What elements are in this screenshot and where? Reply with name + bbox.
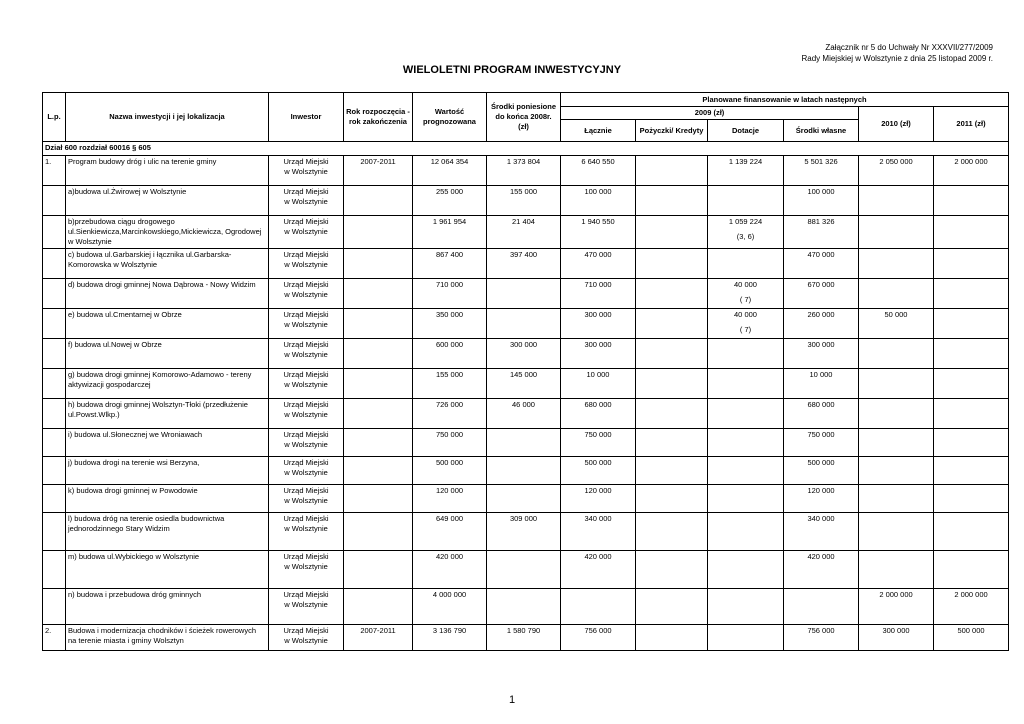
cell-2011 [934,369,1009,399]
cell-2010 [859,369,934,399]
cell-investor [269,186,344,216]
cell-loans [636,369,708,399]
cell-total: 1 940 550 [561,216,636,249]
cell-name: g) budowa drogi gminnej Komorowo-Adamowo - tereny aktywizacji gospodarczej [66,369,269,399]
cell-name: d) budowa drogi gminnej Nowa Dąbrowa - Nowy Widzim [66,279,269,309]
header-name: Nazwa inwestycji i jej lokalizacja [66,93,269,142]
cell-lp [43,399,66,429]
investor-line-2: w Wolsztynie [284,496,328,505]
investor-line-1: Urząd Miejski [283,552,329,561]
table-row [43,309,1009,339]
cell-2011 [934,279,1009,309]
investor-line-1: Urząd Miejski [283,217,329,226]
investor-line-1: Urząd Miejski [283,310,329,319]
cell-value: 3 136 790 [413,625,487,651]
cell-2010 [859,399,934,429]
cell-lp [43,513,66,551]
header-lp: L.p. [43,93,66,142]
investor-line-2: w Wolsztynie [284,524,328,533]
cell-name: f) budowa ul.Nowej w Obrze [66,339,269,369]
cell-investor [269,513,344,551]
investor-line-2: w Wolsztynie [284,600,328,609]
cell-grants [708,216,784,249]
table-row [43,279,1009,309]
cell-years [344,339,413,369]
cell-2010 [859,457,934,485]
cell-lp [43,457,66,485]
investor-line-2: w Wolsztynie [284,636,328,645]
cell-years [344,513,413,551]
cell-total: 470 000 [561,249,636,279]
table-row [43,369,1009,399]
cell-value: 155 000 [413,369,487,399]
cell-2011: 500 000 [934,625,1009,651]
attachment-line-2: Rady Miejskiej w Wolsztynie z dnia 25 listopad 2009 r. [801,54,993,63]
cell-2011 [934,485,1009,513]
cell-value: 350 000 [413,309,487,339]
cell-spent: 1 373 804 [487,156,561,186]
cell-grants [708,156,784,186]
grants-value: 1 059 224 [728,217,763,226]
table-row [43,249,1009,279]
cell-value: 750 000 [413,429,487,457]
investor-line-1: Urząd Miejski [283,486,329,495]
cell-name: c) budowa ul.Garbarskiej i łącznika ul.Garbarska-Komorowska w Wolsztynie [66,249,269,279]
cell-total: 750 000 [561,429,636,457]
table-row [43,216,1009,249]
cell-name: n) budowa i przebudowa dróg gminnych [66,589,269,625]
cell-value: 12 064 354 [413,156,487,186]
cell-lp [43,216,66,249]
cell-name: Budowa i modernizacja chodników i ścieżek rowerowych na terenie miasta i gminy Wolsztyn [66,625,269,651]
cell-2010 [859,513,934,551]
cell-2010 [859,485,934,513]
header-grants: Dotacje [708,120,784,142]
header-planned: Planowane finansowanie w latach następnych [561,93,1009,107]
investor-line-1: Urząd Miejski [283,400,329,409]
document-title: WIELOLETNI PROGRAM INWESTYCYJNY [402,64,622,76]
cell-spent: 21 404 [487,216,561,249]
cell-spent: 300 000 [487,339,561,369]
cell-2010 [859,429,934,457]
cell-grants [708,625,784,651]
cell-value: 867 400 [413,249,487,279]
cell-name: k) budowa drogi gminnej w Powodowie [66,485,269,513]
cell-loans [636,249,708,279]
cell-name: m) budowa ul.Wybickiego w Wolsztynie [66,551,269,589]
cell-years [344,249,413,279]
cell-2010: 50 000 [859,309,934,339]
cell-investor [269,369,344,399]
cell-loans [636,279,708,309]
cell-years: 2007-2011 [344,625,413,651]
cell-name: i) budowa ul.Słonecznej we Wroniawach [66,429,269,457]
cell-2010 [859,279,934,309]
cell-own: 750 000 [784,429,859,457]
investor-line-2: w Wolsztynie [284,197,328,206]
cell-investor [269,551,344,589]
cell-own: 300 000 [784,339,859,369]
cell-value: 726 000 [413,399,487,429]
cell-grants [708,399,784,429]
cell-spent [487,485,561,513]
cell-value: 710 000 [413,279,487,309]
cell-own: 470 000 [784,249,859,279]
table-row [43,156,1009,186]
cell-spent [487,457,561,485]
grants-note: (3, 6) [736,232,755,241]
header-spent: Środki poniesione do końca 2008r. (zł) [487,93,561,142]
investor-line-1: Urząd Miejski [283,590,329,599]
cell-name: l) budowa dróg na terenie osiedla budownictwa jednorodzinnego Stary Widzim [66,513,269,551]
cell-2011 [934,457,1009,485]
cell-loans [636,339,708,369]
cell-loans [636,551,708,589]
cell-spent [487,309,561,339]
cell-2011: 2 000 000 [934,589,1009,625]
cell-own: 670 000 [784,279,859,309]
cell-2010 [859,249,934,279]
cell-loans [636,429,708,457]
investor-line-1: Urząd Miejski [283,157,329,166]
table-row [43,485,1009,513]
cell-value: 255 000 [413,186,487,216]
cell-years [344,279,413,309]
investor-line-2: w Wolsztynie [284,380,328,389]
cell-lp [43,249,66,279]
cell-years [344,216,413,249]
investor-line-1: Urząd Miejski [283,458,329,467]
cell-2011 [934,216,1009,249]
cell-2010 [859,186,934,216]
investor-line-1: Urząd Miejski [283,514,329,523]
header-loans: Pożyczki/ Kredyty [636,120,708,142]
cell-2011 [934,551,1009,589]
header-value: Wartość prognozowana [413,93,487,142]
investor-line-2: w Wolsztynie [284,468,328,477]
cell-2011 [934,513,1009,551]
grants-value: 1 139 224 [728,157,763,166]
investor-line-2: w Wolsztynie [284,440,328,449]
cell-spent: 1 580 790 [487,625,561,651]
cell-total: 756 000 [561,625,636,651]
cell-spent: 145 000 [487,369,561,399]
investor-line-2: w Wolsztynie [284,320,328,329]
cell-grants [708,369,784,399]
cell-2011 [934,309,1009,339]
cell-investor [269,485,344,513]
cell-lp [43,279,66,309]
cell-own: 120 000 [784,485,859,513]
cell-loans [636,589,708,625]
cell-years [344,399,413,429]
cell-years [344,485,413,513]
cell-years [344,186,413,216]
investor-line-2: w Wolsztynie [284,167,328,176]
cell-investor [269,625,344,651]
investor-line-1: Urząd Miejski [283,370,329,379]
cell-grants [708,551,784,589]
table-row [43,339,1009,369]
cell-name: Program budowy dróg i ulic na terenie gminy [66,156,269,186]
cell-years [344,369,413,399]
cell-investor [269,279,344,309]
cell-2010 [859,339,934,369]
cell-total: 710 000 [561,279,636,309]
cell-2011 [934,429,1009,457]
cell-investor [269,156,344,186]
cell-2010 [859,216,934,249]
cell-years: 2007-2011 [344,156,413,186]
grants-value: 40 000 [734,310,757,319]
cell-spent [487,279,561,309]
cell-grants [708,279,784,309]
cell-lp [43,429,66,457]
cell-investor [269,216,344,249]
cell-value: 600 000 [413,339,487,369]
cell-total: 340 000 [561,513,636,551]
cell-2011: 2 000 000 [934,156,1009,186]
investor-line-2: w Wolsztynie [284,562,328,571]
investor-line-1: Urząd Miejski [283,187,329,196]
table-row [43,457,1009,485]
cell-name: b)przebudowa ciągu drogowego ul.Sienkiewicza,Marcinkowskiego,Mickiewicza, Ogrodowej w Wolsztynie [66,216,269,249]
investor-line-2: w Wolsztynie [284,350,328,359]
cell-total: 10 000 [561,369,636,399]
cell-own: 100 000 [784,186,859,216]
cell-2011 [934,186,1009,216]
cell-own: 260 000 [784,309,859,339]
cell-value: 1 961 954 [413,216,487,249]
cell-years [344,429,413,457]
cell-investor [269,457,344,485]
table-row [43,625,1009,651]
cell-name: h) budowa drogi gminnej Wolsztyn-Tłoki (przedłużenie ul.Powst.Wlkp.) [66,399,269,429]
cell-own: 500 000 [784,457,859,485]
cell-grants [708,457,784,485]
cell-total: 300 000 [561,339,636,369]
cell-spent [487,429,561,457]
cell-total: 500 000 [561,457,636,485]
cell-years [344,551,413,589]
header-own: Środki własne [784,120,859,142]
cell-name: a)budowa ul.Żwirowej w Wolsztynie [66,186,269,216]
cell-lp [43,186,66,216]
cell-grants [708,513,784,551]
cell-spent: 46 000 [487,399,561,429]
section-heading: Dział 600 rozdział 60016 § 605 [43,142,1009,156]
cell-value: 120 000 [413,485,487,513]
grants-note: ( 7) [739,295,752,304]
investor-line-1: Urząd Miejski [283,340,329,349]
header-investor: Inwestor [269,93,344,142]
investor-line-1: Urząd Miejski [283,250,329,259]
page-number: 1 [508,694,516,706]
cell-loans [636,485,708,513]
cell-total [561,589,636,625]
cell-lp [43,485,66,513]
cell-value: 649 000 [413,513,487,551]
cell-grants [708,249,784,279]
cell-grants [708,485,784,513]
investor-line-2: w Wolsztynie [284,290,328,299]
cell-spent [487,589,561,625]
cell-2011 [934,399,1009,429]
cell-total: 680 000 [561,399,636,429]
table-row [43,186,1009,216]
cell-lp [43,589,66,625]
header-2009: 2009 (zł) [561,107,859,120]
cell-loans [636,186,708,216]
cell-loans [636,309,708,339]
cell-total: 120 000 [561,485,636,513]
cell-loans [636,156,708,186]
cell-name: j) budowa drogi na terenie wsi Berzyna, [66,457,269,485]
table-row [43,513,1009,551]
cell-investor [269,309,344,339]
investor-line-1: Urząd Miejski [283,280,329,289]
cell-investor [269,249,344,279]
cell-investor [269,339,344,369]
header-2010: 2010 (zł) [859,107,934,142]
cell-value: 500 000 [413,457,487,485]
cell-own [784,589,859,625]
cell-spent: 155 000 [487,186,561,216]
cell-name: e) budowa ul.Cmentarnej w Obrze [66,309,269,339]
cell-years [344,589,413,625]
cell-investor [269,429,344,457]
attachment-line-1: Załącznik nr 5 do Uchwały Nr XXXVII/277/2009 [825,43,993,52]
investor-line-1: Urząd Miejski [283,626,329,635]
grants-value: 40 000 [734,280,757,289]
table-row [43,551,1009,589]
cell-total: 100 000 [561,186,636,216]
cell-lp: 1. [43,156,66,186]
cell-total: 300 000 [561,309,636,339]
header-years: Rok rozpoczęcia - rok zakończenia [344,93,413,142]
cell-lp [43,309,66,339]
header-2011: 2011 (zł) [934,107,1009,142]
cell-lp [43,339,66,369]
cell-value: 420 000 [413,551,487,589]
investment-table [42,92,1009,651]
cell-own: 680 000 [784,399,859,429]
cell-grants [708,429,784,457]
cell-loans [636,399,708,429]
cell-spent: 397 400 [487,249,561,279]
cell-2010: 300 000 [859,625,934,651]
table-row [43,399,1009,429]
investor-line-2: w Wolsztynie [284,260,328,269]
cell-2011 [934,339,1009,369]
attachment-note [802,42,994,64]
header-total: Łącznie [561,120,636,142]
cell-grants [708,309,784,339]
table-row [43,589,1009,625]
cell-own: 5 501 326 [784,156,859,186]
cell-years [344,457,413,485]
cell-grants [708,589,784,625]
cell-2010: 2 050 000 [859,156,934,186]
cell-years [344,309,413,339]
cell-spent [487,551,561,589]
cell-lp [43,551,66,589]
cell-grants [708,186,784,216]
cell-2011 [934,249,1009,279]
cell-loans [636,457,708,485]
cell-loans [636,625,708,651]
cell-spent: 309 000 [487,513,561,551]
cell-grants [708,339,784,369]
cell-investor [269,589,344,625]
cell-total: 420 000 [561,551,636,589]
cell-own: 756 000 [784,625,859,651]
cell-loans [636,513,708,551]
cell-value: 4 000 000 [413,589,487,625]
cell-investor [269,399,344,429]
cell-lp [43,369,66,399]
investor-line-1: Urząd Miejski [283,430,329,439]
cell-total: 6 640 550 [561,156,636,186]
cell-2010 [859,551,934,589]
cell-own: 881 326 [784,216,859,249]
cell-lp: 2. [43,625,66,651]
cell-2010: 2 000 000 [859,589,934,625]
cell-loans [636,216,708,249]
investor-line-2: w Wolsztynie [284,227,328,236]
cell-own: 340 000 [784,513,859,551]
grants-note: ( 7) [739,325,752,334]
table-row [43,429,1009,457]
investor-line-2: w Wolsztynie [284,410,328,419]
cell-own: 420 000 [784,551,859,589]
cell-own: 10 000 [784,369,859,399]
